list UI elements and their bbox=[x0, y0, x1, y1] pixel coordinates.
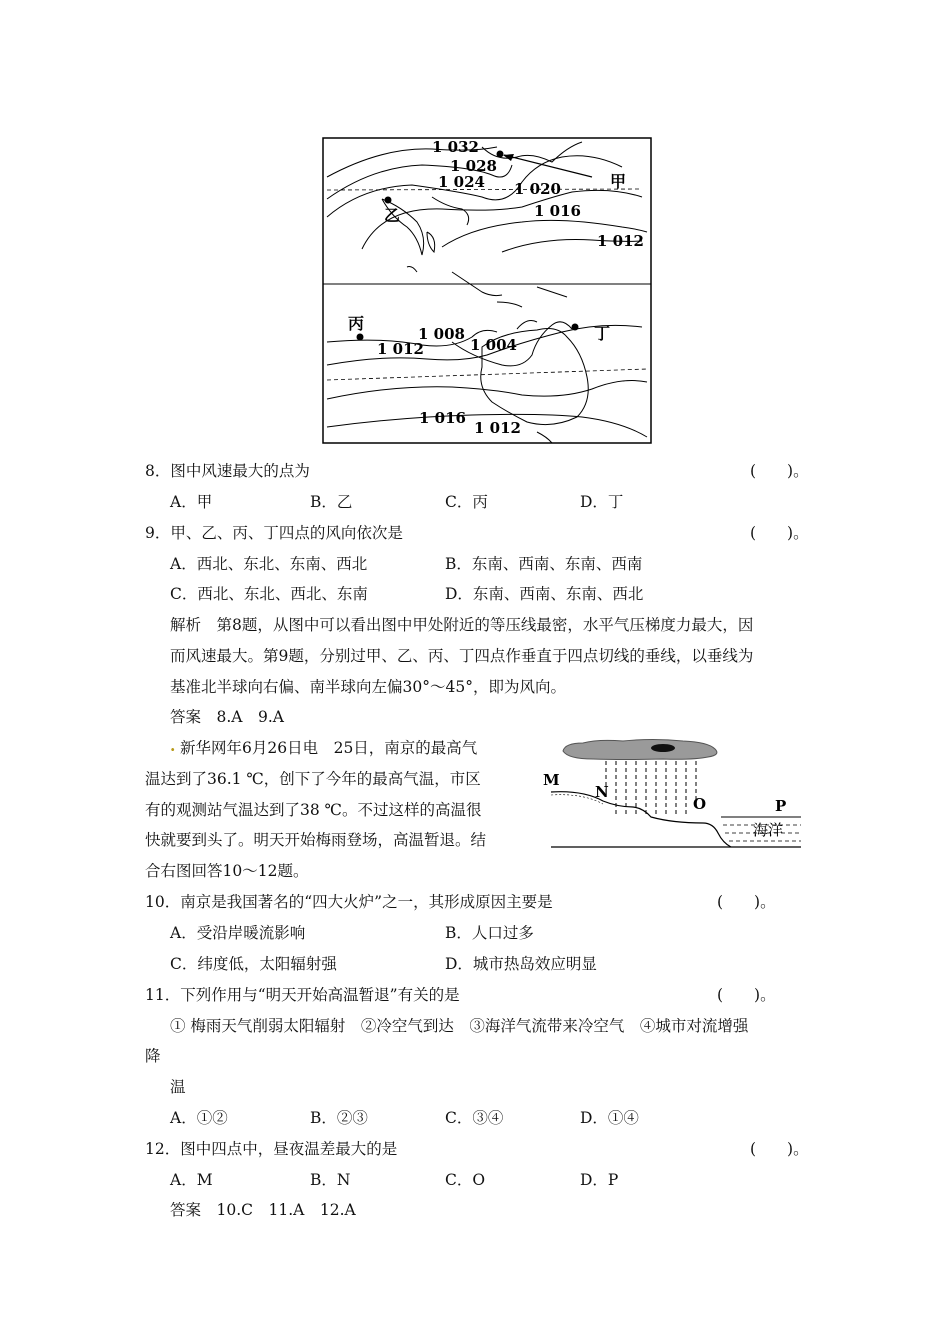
point-p-label: P bbox=[775, 797, 787, 815]
point-m-label: M bbox=[543, 771, 560, 789]
question-11-answer-blank: ( )。 bbox=[717, 986, 776, 1004]
point-o-label: O bbox=[693, 795, 707, 813]
q8-option-a: A．甲 bbox=[170, 493, 213, 511]
q12-option-d: D．P bbox=[580, 1171, 619, 1189]
isobar-label-1016: 1 016 bbox=[534, 202, 581, 220]
q8-option-c: C．丙 bbox=[445, 493, 488, 511]
question-12-answer-blank: ( )。 bbox=[750, 1140, 809, 1158]
q11-statements: ① 梅雨天气削弱太阳辐射 ②冷空气到达 ③海洋气流带来冷空气 ④城市对流增强 bbox=[170, 1017, 749, 1035]
q11-statements-wrap-2: 温 bbox=[170, 1078, 186, 1096]
isobar-label-1016-south: 1 016 bbox=[419, 409, 466, 427]
question-10-stem: 10．南京是我国著名的“四大火炉”之一，其形成原因主要是 bbox=[145, 893, 553, 911]
point-n-label: N bbox=[595, 783, 609, 801]
rain-cloud bbox=[563, 740, 717, 760]
answer-10-12: 答案 10.C 11.A 12.A bbox=[170, 1201, 356, 1219]
q12-option-c: C．O bbox=[445, 1171, 486, 1189]
question-10-answer-blank: ( )。 bbox=[717, 893, 776, 911]
q12-option-b: B．N bbox=[310, 1171, 351, 1189]
isobar-label-1028: 1 028 bbox=[450, 157, 497, 175]
point-jia-marker bbox=[497, 151, 504, 158]
passage-bullet: . bbox=[170, 736, 176, 755]
q9-option-d: D．东南、西南、东南、西北 bbox=[445, 585, 644, 603]
q11-option-b: B．②③ bbox=[310, 1109, 368, 1127]
passage-line-5: 合右图回答10～12题。 bbox=[145, 862, 309, 880]
q8-option-b: B．乙 bbox=[310, 493, 353, 511]
point-ding-marker bbox=[572, 324, 579, 331]
question-12-stem: 12．图中四点中，昼夜温差最大的是 bbox=[145, 1140, 398, 1158]
point-yi-marker bbox=[385, 197, 392, 204]
question-9-stem: 9．甲、乙、丙、丁四点的风向依次是 bbox=[145, 524, 403, 542]
point-yi-label: 乙 bbox=[384, 206, 401, 225]
q11-statements-wrap-1: 降 bbox=[145, 1047, 161, 1065]
point-bing-label: 丙 bbox=[348, 314, 365, 333]
isobar-map bbox=[322, 137, 652, 444]
question-11-stem: 11．下列作用与“明天开始高温暂退”有关的是 bbox=[145, 986, 460, 1004]
terrain-diagram bbox=[543, 735, 808, 855]
isobar-label-1012-south: 1 012 bbox=[377, 340, 424, 358]
analysis-line-2: 而风速最大。第9题，分别过甲、乙、丙、丁四点作垂直于四点切线的垂线，以垂线为 bbox=[170, 647, 754, 665]
isobar-label-1004: 1 004 bbox=[470, 336, 517, 354]
q11-option-d: D．①④ bbox=[580, 1109, 639, 1127]
q9-option-c: C．西北、东北、西北、东南 bbox=[170, 585, 368, 603]
q10-option-b: B．人口过多 bbox=[445, 924, 534, 942]
isobar-label-1020: 1 020 bbox=[514, 180, 561, 198]
passage-line-1: 新华网年6月26日电 25日，南京的最高气 bbox=[180, 739, 478, 757]
question-8-stem: 8．图中风速最大的点为 bbox=[145, 462, 310, 480]
q9-option-a: A．西北、东北、东南、西北 bbox=[170, 555, 368, 573]
isobar-label-1024: 1 024 bbox=[438, 173, 485, 191]
q10-option-c: C．纬度低，太阳辐射强 bbox=[170, 955, 337, 973]
question-9-answer-blank: ( )。 bbox=[750, 524, 809, 542]
passage-line-4: 快就要到头了。明天开始梅雨登场，高温暂退。结 bbox=[145, 831, 487, 849]
question-8-answer-blank: ( )。 bbox=[750, 462, 809, 480]
answer-8-9: 答案 8.A 9.A bbox=[170, 708, 284, 726]
q10-option-d: D．城市热岛效应明显 bbox=[445, 955, 597, 973]
point-ding-label: 丁 bbox=[594, 324, 611, 343]
passage-line-2: 温达到了36.1 ℃，创下了今年的最高气温，市区 bbox=[145, 770, 481, 788]
q9-option-b: B．东南、西南、东南、西南 bbox=[445, 555, 643, 573]
passage-line-3: 有的观测站气温达到了38 ℃。不过这样的高温很 bbox=[145, 801, 482, 819]
q8-option-d: D．丁 bbox=[580, 493, 624, 511]
q12-option-a: A．M bbox=[170, 1171, 213, 1189]
sea-label: 海洋 bbox=[753, 821, 784, 839]
isobar-label-1012: 1 012 bbox=[597, 232, 644, 250]
q10-option-a: A．受沿岸暖流影响 bbox=[170, 924, 306, 942]
isobar-label-1012-bottom: 1 012 bbox=[474, 419, 521, 437]
point-bing-marker bbox=[357, 334, 364, 341]
point-jia-label: 甲 bbox=[610, 172, 627, 191]
q11-option-c: C．③④ bbox=[445, 1109, 504, 1127]
analysis-line-3: 基准北半球向右偏、南半球向左偏30°～45°，即为风向。 bbox=[170, 678, 566, 696]
analysis-line-1: 解析 第8题，从图中可以看出图中甲处附近的等压线最密，水平气压梯度力最大，因 bbox=[170, 616, 754, 634]
isobar-label-1032: 1 032 bbox=[432, 138, 479, 156]
isobar-label-1008: 1 008 bbox=[418, 325, 465, 343]
q11-option-a: A．①② bbox=[170, 1109, 228, 1127]
